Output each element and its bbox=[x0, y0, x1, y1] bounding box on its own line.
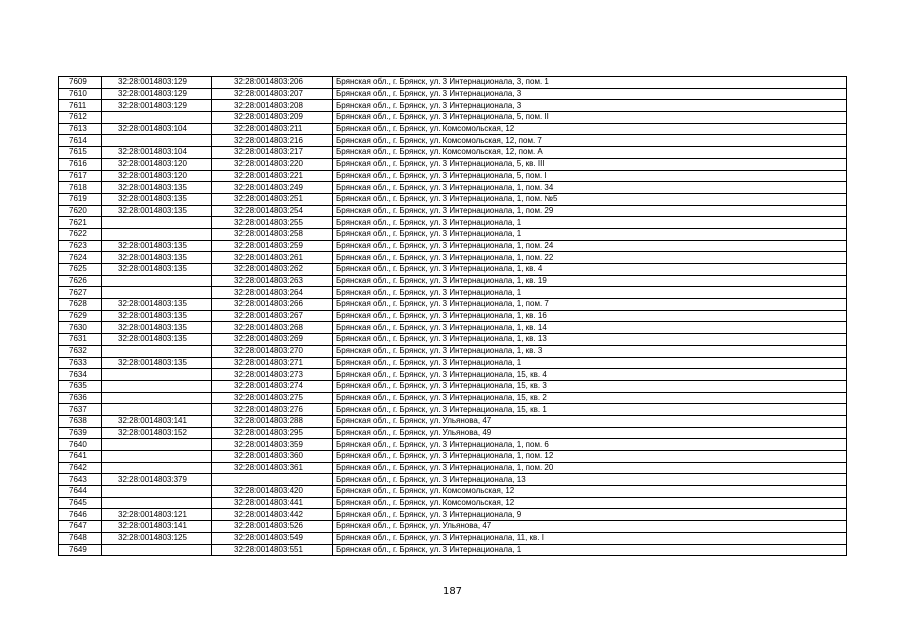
address-cell: Брянская обл., г. Брянск, ул. 3 Интернационала, 13 bbox=[333, 474, 847, 486]
parent-cadastral-number-cell: 32:28:0014803:135 bbox=[102, 205, 212, 217]
parent-cadastral-number-cell: 32:28:0014803:135 bbox=[102, 193, 212, 205]
cadastral-number-cell: 32:28:0014803:271 bbox=[212, 357, 333, 369]
table-row bbox=[59, 462, 847, 474]
parent-cadastral-number-cell: 32:28:0014803:129 bbox=[102, 77, 212, 89]
table-row bbox=[59, 182, 847, 194]
address-cell: Брянская обл., г. Брянск, ул. 3 Интернационала, 3 bbox=[333, 88, 847, 100]
address-cell: Брянская обл., г. Брянск, ул. 3 Интернационала, 1, пом. №5 bbox=[333, 193, 847, 205]
cadastral-number-cell: 32:28:0014803:254 bbox=[212, 205, 333, 217]
property-table bbox=[58, 76, 847, 556]
row-number-cell: 7618 bbox=[59, 182, 102, 194]
row-number-cell: 7625 bbox=[59, 264, 102, 276]
parent-cadastral-number-cell: 32:28:0014803:129 bbox=[102, 88, 212, 100]
cadastral-number-cell: 32:28:0014803:249 bbox=[212, 182, 333, 194]
parent-cadastral-number-cell: 32:28:0014803:135 bbox=[102, 310, 212, 322]
row-number-cell: 7617 bbox=[59, 170, 102, 182]
cadastral-number-cell: 32:28:0014803:207 bbox=[212, 88, 333, 100]
table-row bbox=[59, 158, 847, 170]
table-row bbox=[59, 334, 847, 346]
cadastral-number-cell: 32:28:0014803:549 bbox=[212, 532, 333, 544]
address-cell: Брянская обл., г. Брянск, ул. 3 Интернационала, 1, кв. 16 bbox=[333, 310, 847, 322]
address-cell: Брянская обл., г. Брянск, ул. 3 Интернационала, 9 bbox=[333, 509, 847, 521]
table-row bbox=[59, 205, 847, 217]
row-number-cell: 7628 bbox=[59, 299, 102, 311]
parent-cadastral-number-cell bbox=[102, 497, 212, 509]
table-row bbox=[59, 497, 847, 509]
row-number-cell: 7644 bbox=[59, 486, 102, 498]
address-cell: Брянская обл., г. Брянск, ул. 3 Интернационала, 1, кв. 19 bbox=[333, 275, 847, 287]
row-number-cell: 7642 bbox=[59, 462, 102, 474]
parent-cadastral-number-cell: 32:28:0014803:379 bbox=[102, 474, 212, 486]
parent-cadastral-number-cell: 32:28:0014803:129 bbox=[102, 100, 212, 112]
table-row bbox=[59, 415, 847, 427]
cadastral-number-cell: 32:28:0014803:288 bbox=[212, 415, 333, 427]
parent-cadastral-number-cell: 32:28:0014803:135 bbox=[102, 334, 212, 346]
address-cell: Брянская обл., г. Брянск, ул. 3 Интернационала, 1, кв. 4 bbox=[333, 264, 847, 276]
cadastral-number-cell: 32:28:0014803:266 bbox=[212, 299, 333, 311]
parent-cadastral-number-cell bbox=[102, 217, 212, 229]
row-number-cell: 7622 bbox=[59, 228, 102, 240]
cadastral-number-cell: 32:28:0014803:216 bbox=[212, 135, 333, 147]
table-row bbox=[59, 451, 847, 463]
parent-cadastral-number-cell bbox=[102, 135, 212, 147]
cadastral-number-cell bbox=[212, 474, 333, 486]
row-number-cell: 7609 bbox=[59, 77, 102, 89]
cadastral-number-cell: 32:28:0014803:274 bbox=[212, 380, 333, 392]
cadastral-number-cell: 32:28:0014803:268 bbox=[212, 322, 333, 334]
cadastral-number-cell: 32:28:0014803:269 bbox=[212, 334, 333, 346]
parent-cadastral-number-cell bbox=[102, 380, 212, 392]
row-number-cell: 7631 bbox=[59, 334, 102, 346]
table-row bbox=[59, 474, 847, 486]
cadastral-number-cell: 32:28:0014803:360 bbox=[212, 451, 333, 463]
address-cell: Брянская обл., г. Брянск, ул. 3 Интернационала, 1, пом. 29 bbox=[333, 205, 847, 217]
cadastral-number-cell: 32:28:0014803:267 bbox=[212, 310, 333, 322]
cadastral-number-cell: 32:28:0014803:211 bbox=[212, 123, 333, 135]
address-cell: Брянская обл., г. Брянск, ул. 3 Интернационала, 5, пом. II bbox=[333, 112, 847, 124]
table-row bbox=[59, 345, 847, 357]
cadastral-number-cell: 32:28:0014803:359 bbox=[212, 439, 333, 451]
table-row bbox=[59, 228, 847, 240]
row-number-cell: 7616 bbox=[59, 158, 102, 170]
cadastral-number-cell: 32:28:0014803:206 bbox=[212, 77, 333, 89]
cadastral-number-cell: 32:28:0014803:255 bbox=[212, 217, 333, 229]
parent-cadastral-number-cell bbox=[102, 275, 212, 287]
parent-cadastral-number-cell: 32:28:0014803:120 bbox=[102, 170, 212, 182]
address-cell: Брянская обл., г. Брянск, ул. 3 Интернационала, 1 bbox=[333, 228, 847, 240]
address-cell: Брянская обл., г. Брянск, ул. 3 Интернационала, 15, кв. 2 bbox=[333, 392, 847, 404]
parent-cadastral-number-cell: 32:28:0014803:104 bbox=[102, 123, 212, 135]
parent-cadastral-number-cell bbox=[102, 369, 212, 381]
cadastral-number-cell: 32:28:0014803:420 bbox=[212, 486, 333, 498]
table-row bbox=[59, 240, 847, 252]
row-number-cell: 7612 bbox=[59, 112, 102, 124]
parent-cadastral-number-cell bbox=[102, 345, 212, 357]
cadastral-number-cell: 32:28:0014803:295 bbox=[212, 427, 333, 439]
parent-cadastral-number-cell bbox=[102, 404, 212, 416]
row-number-cell: 7645 bbox=[59, 497, 102, 509]
address-cell: Брянская обл., г. Брянск, ул. Ульянова, 47 bbox=[333, 415, 847, 427]
address-cell: Брянская обл., г. Брянск, ул. 3 Интернационала, 5, кв. III bbox=[333, 158, 847, 170]
row-number-cell: 7649 bbox=[59, 544, 102, 556]
cadastral-number-cell: 32:28:0014803:273 bbox=[212, 369, 333, 381]
table-row bbox=[59, 486, 847, 498]
row-number-cell: 7648 bbox=[59, 532, 102, 544]
table-row bbox=[59, 509, 847, 521]
table-row bbox=[59, 299, 847, 311]
row-number-cell: 7630 bbox=[59, 322, 102, 334]
table-row bbox=[59, 217, 847, 229]
address-cell: Брянская обл., г. Брянск, ул. 3 Интернационала, 5, пом. I bbox=[333, 170, 847, 182]
row-number-cell: 7614 bbox=[59, 135, 102, 147]
address-cell: Брянская обл., г. Брянск, ул. Комсомольская, 12 bbox=[333, 486, 847, 498]
parent-cadastral-number-cell bbox=[102, 439, 212, 451]
address-cell: Брянская обл., г. Брянск, ул. 3 Интернационала, 1 bbox=[333, 357, 847, 369]
cadastral-number-cell: 32:28:0014803:526 bbox=[212, 521, 333, 533]
cadastral-number-cell: 32:28:0014803:263 bbox=[212, 275, 333, 287]
table-row bbox=[59, 322, 847, 334]
cadastral-number-cell: 32:28:0014803:258 bbox=[212, 228, 333, 240]
address-cell: Брянская обл., г. Брянск, ул. 3 Интернационала, 15, кв. 1 bbox=[333, 404, 847, 416]
address-cell: Брянская обл., г. Брянск, ул. 3 Интернационала, 1, кв. 14 bbox=[333, 322, 847, 334]
parent-cadastral-number-cell: 32:28:0014803:125 bbox=[102, 532, 212, 544]
table-row bbox=[59, 112, 847, 124]
parent-cadastral-number-cell bbox=[102, 228, 212, 240]
row-number-cell: 7613 bbox=[59, 123, 102, 135]
address-cell: Брянская обл., г. Брянск, ул. 3 Интернационала, 1, пом. 7 bbox=[333, 299, 847, 311]
cadastral-number-cell: 32:28:0014803:209 bbox=[212, 112, 333, 124]
address-cell: Брянская обл., г. Брянск, ул. 3 Интернационала, 1, кв. 3 bbox=[333, 345, 847, 357]
address-cell: Брянская обл., г. Брянск, ул. Комсомольская, 12, пом. 7 bbox=[333, 135, 847, 147]
row-number-cell: 7624 bbox=[59, 252, 102, 264]
cadastral-number-cell: 32:28:0014803:251 bbox=[212, 193, 333, 205]
row-number-cell: 7640 bbox=[59, 439, 102, 451]
row-number-cell: 7637 bbox=[59, 404, 102, 416]
table-row bbox=[59, 135, 847, 147]
table-row bbox=[59, 357, 847, 369]
address-cell: Брянская обл., г. Брянск, ул. 3 Интернационала, 3 bbox=[333, 100, 847, 112]
table-row bbox=[59, 123, 847, 135]
parent-cadastral-number-cell bbox=[102, 287, 212, 299]
row-number-cell: 7629 bbox=[59, 310, 102, 322]
table-row bbox=[59, 252, 847, 264]
parent-cadastral-number-cell bbox=[102, 462, 212, 474]
cadastral-number-cell: 32:28:0014803:551 bbox=[212, 544, 333, 556]
table-row bbox=[59, 100, 847, 112]
cadastral-number-cell: 32:28:0014803:262 bbox=[212, 264, 333, 276]
property-table-body bbox=[59, 77, 847, 556]
row-number-cell: 7610 bbox=[59, 88, 102, 100]
table-row bbox=[59, 147, 847, 159]
table-row bbox=[59, 544, 847, 556]
table-row bbox=[59, 287, 847, 299]
address-cell: Брянская обл., г. Брянск, ул. 3 Интернационала, 1 bbox=[333, 287, 847, 299]
table-row bbox=[59, 310, 847, 322]
address-cell: Брянская обл., г. Брянск, ул. 3 Интернационала, 1, пом. 24 bbox=[333, 240, 847, 252]
table-row bbox=[59, 392, 847, 404]
address-cell: Брянская обл., г. Брянск, ул. 3 Интернационала, 11, кв. I bbox=[333, 532, 847, 544]
cadastral-number-cell: 32:28:0014803:217 bbox=[212, 147, 333, 159]
address-cell: Брянская обл., г. Брянск, ул. Комсомольская, 12 bbox=[333, 123, 847, 135]
parent-cadastral-number-cell: 32:28:0014803:135 bbox=[102, 240, 212, 252]
address-cell: Брянская обл., г. Брянск, ул. 3 Интернационала, 1, пом. 12 bbox=[333, 451, 847, 463]
row-number-cell: 7641 bbox=[59, 451, 102, 463]
parent-cadastral-number-cell bbox=[102, 392, 212, 404]
row-number-cell: 7632 bbox=[59, 345, 102, 357]
row-number-cell: 7635 bbox=[59, 380, 102, 392]
cadastral-number-cell: 32:28:0014803:361 bbox=[212, 462, 333, 474]
row-number-cell: 7647 bbox=[59, 521, 102, 533]
parent-cadastral-number-cell: 32:28:0014803:135 bbox=[102, 264, 212, 276]
address-cell: Брянская обл., г. Брянск, ул. 3 Интернационала, 1, кв. 13 bbox=[333, 334, 847, 346]
address-cell: Брянская обл., г. Брянск, ул. Комсомольская, 12 bbox=[333, 497, 847, 509]
parent-cadastral-number-cell: 32:28:0014803:135 bbox=[102, 252, 212, 264]
address-cell: Брянская обл., г. Брянск, ул. 3 Интернационала, 1, пом. 6 bbox=[333, 439, 847, 451]
table-row bbox=[59, 427, 847, 439]
address-cell: Брянская обл., г. Брянск, ул. 3 Интернационала, 1, пом. 22 bbox=[333, 252, 847, 264]
row-number-cell: 7634 bbox=[59, 369, 102, 381]
parent-cadastral-number-cell: 32:28:0014803:135 bbox=[102, 322, 212, 334]
row-number-cell: 7646 bbox=[59, 509, 102, 521]
table-row bbox=[59, 264, 847, 276]
cadastral-number-cell: 32:28:0014803:208 bbox=[212, 100, 333, 112]
parent-cadastral-number-cell bbox=[102, 112, 212, 124]
parent-cadastral-number-cell bbox=[102, 486, 212, 498]
address-cell: Брянская обл., г. Брянск, ул. 3 Интернационала, 1 bbox=[333, 544, 847, 556]
parent-cadastral-number-cell: 32:28:0014803:120 bbox=[102, 158, 212, 170]
cadastral-number-cell: 32:28:0014803:259 bbox=[212, 240, 333, 252]
row-number-cell: 7620 bbox=[59, 205, 102, 217]
address-cell: Брянская обл., г. Брянск, ул. 3 Интернационала, 15, кв. 3 bbox=[333, 380, 847, 392]
parent-cadastral-number-cell: 32:28:0014803:135 bbox=[102, 182, 212, 194]
row-number-cell: 7611 bbox=[59, 100, 102, 112]
cadastral-number-cell: 32:28:0014803:221 bbox=[212, 170, 333, 182]
row-number-cell: 7638 bbox=[59, 415, 102, 427]
table-row bbox=[59, 521, 847, 533]
row-number-cell: 7633 bbox=[59, 357, 102, 369]
table-row bbox=[59, 77, 847, 89]
table-row bbox=[59, 404, 847, 416]
parent-cadastral-number-cell bbox=[102, 451, 212, 463]
table-row bbox=[59, 532, 847, 544]
address-cell: Брянская обл., г. Брянск, ул. 3 Интернационала, 3, пом. 1 bbox=[333, 77, 847, 89]
row-number-cell: 7619 bbox=[59, 193, 102, 205]
parent-cadastral-number-cell: 32:28:0014803:135 bbox=[102, 357, 212, 369]
cadastral-number-cell: 32:28:0014803:275 bbox=[212, 392, 333, 404]
cadastral-number-cell: 32:28:0014803:442 bbox=[212, 509, 333, 521]
cadastral-number-cell: 32:28:0014803:264 bbox=[212, 287, 333, 299]
table-row bbox=[59, 369, 847, 381]
cadastral-number-cell: 32:28:0014803:441 bbox=[212, 497, 333, 509]
parent-cadastral-number-cell bbox=[102, 544, 212, 556]
table-row bbox=[59, 439, 847, 451]
row-number-cell: 7627 bbox=[59, 287, 102, 299]
cadastral-number-cell: 32:28:0014803:261 bbox=[212, 252, 333, 264]
parent-cadastral-number-cell: 32:28:0014803:121 bbox=[102, 509, 212, 521]
address-cell: Брянская обл., г. Брянск, ул. 3 Интернационала, 1, пом. 34 bbox=[333, 182, 847, 194]
table-row bbox=[59, 88, 847, 100]
address-cell: Брянская обл., г. Брянск, ул. Ульянова, 47 bbox=[333, 521, 847, 533]
row-number-cell: 7621 bbox=[59, 217, 102, 229]
parent-cadastral-number-cell: 32:28:0014803:152 bbox=[102, 427, 212, 439]
address-cell: Брянская обл., г. Брянск, ул. Комсомольская, 12, пом. А bbox=[333, 147, 847, 159]
row-number-cell: 7639 bbox=[59, 427, 102, 439]
row-number-cell: 7626 bbox=[59, 275, 102, 287]
table-row bbox=[59, 275, 847, 287]
parent-cadastral-number-cell: 32:28:0014803:141 bbox=[102, 521, 212, 533]
parent-cadastral-number-cell: 32:28:0014803:141 bbox=[102, 415, 212, 427]
cadastral-number-cell: 32:28:0014803:270 bbox=[212, 345, 333, 357]
page-number: 187 bbox=[442, 586, 463, 597]
address-cell: Брянская обл., г. Брянск, ул. Ульянова, 49 bbox=[333, 427, 847, 439]
row-number-cell: 7615 bbox=[59, 147, 102, 159]
row-number-cell: 7643 bbox=[59, 474, 102, 486]
cadastral-number-cell: 32:28:0014803:220 bbox=[212, 158, 333, 170]
table-row bbox=[59, 170, 847, 182]
address-cell: Брянская обл., г. Брянск, ул. 3 Интернационала, 15, кв. 4 bbox=[333, 369, 847, 381]
table-row bbox=[59, 193, 847, 205]
cadastral-number-cell: 32:28:0014803:276 bbox=[212, 404, 333, 416]
parent-cadastral-number-cell: 32:28:0014803:104 bbox=[102, 147, 212, 159]
table-row bbox=[59, 380, 847, 392]
address-cell: Брянская обл., г. Брянск, ул. 3 Интернационала, 1, пом. 20 bbox=[333, 462, 847, 474]
address-cell: Брянская обл., г. Брянск, ул. 3 Интернационала, 1 bbox=[333, 217, 847, 229]
row-number-cell: 7623 bbox=[59, 240, 102, 252]
parent-cadastral-number-cell: 32:28:0014803:135 bbox=[102, 299, 212, 311]
row-number-cell: 7636 bbox=[59, 392, 102, 404]
